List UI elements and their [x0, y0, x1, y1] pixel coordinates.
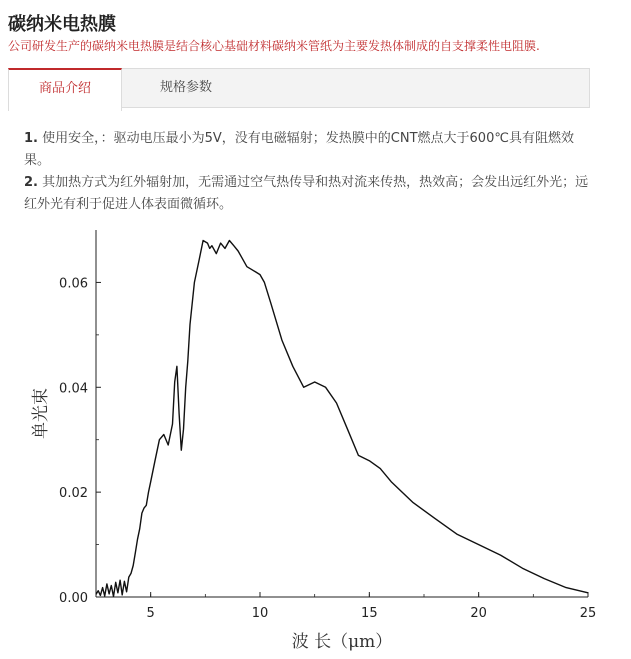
- product-subtitle: 公司研发生产的碳纳米电热膜是结合核心基础材料碳纳米管纸为主要发热体制成的自支撑柔性电阻膜.: [8, 39, 540, 53]
- description-item-2: [24, 172, 594, 216]
- tab-product-intro[interactable]: 商品介绍: [8, 68, 122, 111]
- tab-bar: [8, 68, 590, 108]
- description-item-1: [24, 128, 594, 172]
- y-tick-label: 0.04: [59, 381, 88, 397]
- chart-axes: [96, 230, 588, 597]
- item-text: 其加热方式为红外辐射加，无需通过空气热传导和热对流来传热，热效高；会发出远红外光；远红外光有利于促进人体表面微循环。: [24, 175, 589, 212]
- product-description: [24, 128, 594, 216]
- item-number: 1.: [24, 131, 38, 146]
- x-tick-label: 25: [579, 606, 597, 621]
- item-number: 2.: [24, 175, 38, 190]
- x-tick-label: 5: [146, 606, 155, 621]
- y-tick-label: 0.00: [59, 591, 88, 606]
- series-line: [96, 241, 588, 597]
- y-tick-label: 0.02: [59, 486, 88, 502]
- chart-ticks: [59, 276, 596, 621]
- y-axis-label: 单光束: [31, 388, 51, 439]
- product-title: 碳纳米电热膜: [8, 14, 116, 35]
- x-axis-label: 波 长（μm）: [291, 632, 393, 652]
- x-tick-label: 10: [251, 606, 269, 621]
- y-tick-label: 0.06: [59, 276, 88, 292]
- spectrum-chart: [0, 220, 631, 659]
- x-tick-label: 20: [470, 606, 487, 621]
- item-text: 使用安全，：驱动电压最小为5V，没有电磁辐射；发热膜中的CNT燃点大于600℃具有阻燃效果。: [24, 131, 574, 168]
- x-tick-label: 15: [361, 606, 378, 621]
- tab-specifications[interactable]: 规格参数: [159, 80, 212, 95]
